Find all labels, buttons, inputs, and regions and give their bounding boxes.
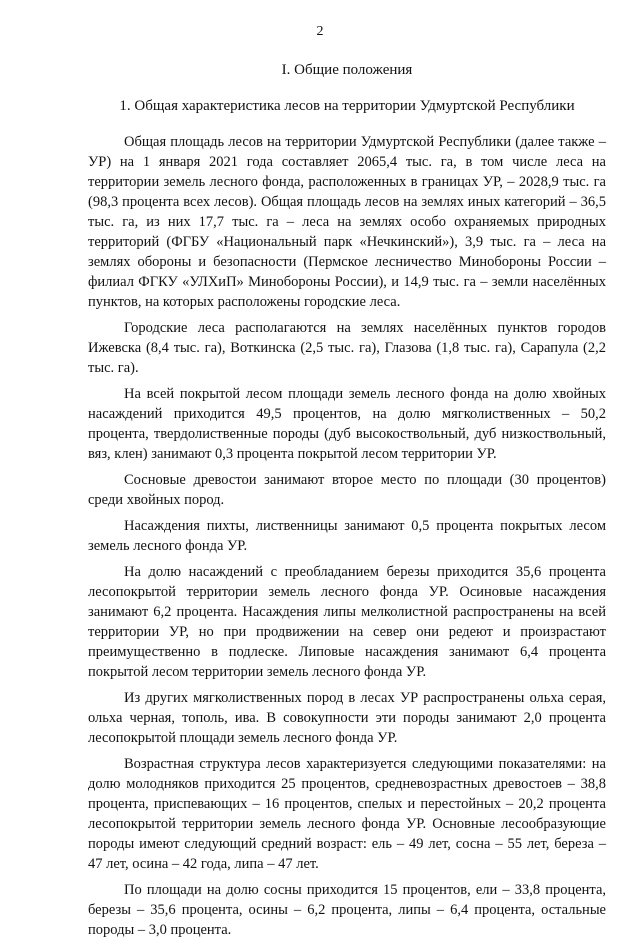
paragraph: Возрастная структура лесов характеризуется следующими показателями: на долю молодняков приходится 25 процентов, средневозрастных древостоев – 38,8 процента, приспевающих – 16 процентов, спелых и перестойных – 20,2 процента лесопокрытой территории земель лесного фонда УР. Основные лесообразующие породы имеют следующий средний возраст: ель – 49 лет, сосна – 55 лет, береза – 47 лет, осина – 42 года, липа – 47 лет. [88,756,606,872]
page-number: 2 [316,24,324,39]
paragraph: Городские леса располагаются на землях населённых пунктов городов Ижевска (8,4 тыс. га), Воткинска (2,5 тыс. га), Глазова (1,8 тыс. га), Сарапула (2,2 тыс. га). [88,320,606,376]
paragraph: Общая площадь лесов на территории Удмуртской Республики (далее также – УР) на 1 января 2021 года составляет 2065,4 тыс. га, в том числе леса на территории земель лесного фонда, расположенных в границах УР, – 2028,9 тыс. га (98,3 процента всех лесов). Общая площадь лесов на землях иных категорий – 36,5 тыс. га, из них 17,7 тыс. га – леса на землях особо охраняемых природных территорий (ФГБУ «Национальный парк «Нечкинский»), 3,9 тыс. га – леса на землях обороны и безопасности (Пермское лесничество Минобороны России – филиал ФГКУ «УЛХиП» Минобороны России), и 14,9 тыс. га – земли населённых пунктов, на которых расположены городские леса. [88,134,606,310]
paragraph: Из других мягколиственных пород в лесах УР распространены ольха серая, ольха черная, тополь, ива. В совокупности эти породы занимают 2,0 процента лесопокрытой площади земель лесного фонда УР. [88,690,606,746]
subsection-title: 1. Общая характеристика лесов на территории Удмуртской Республики [119,98,575,114]
paragraph: По площади на долю сосны приходится 15 процентов, ели – 33,8 процента, березы – 35,6 процента, осины – 6,2 процента, липы – 6,4 процента, остальные породы – 3,0 процента. [88,882,606,938]
paragraph: На долю насаждений с преобладанием березы приходится 35,6 процента лесопокрытой территории земель лесного фонда УР. Осиновые насаждения занимают 6,2 процента. Насаждения липы мелколистной распространены на всей территории УР, но при продвижении на север они редеют и произрастают преимущественно в подлеске. Липовые насаждения занимают 6,4 процента покрытой лесом территории земель лесного фонда УР. [88,564,606,680]
paragraph: Насаждения пихты, лиственницы занимают 0,5 процента покрытых лесом земель лесного фонда УР. [88,518,606,554]
section-title: I. Общие положения [281,62,413,78]
paragraph: На всей покрытой лесом площади земель лесного фонда на долю хвойных насаждений приходится 49,5 процентов, на долю мягколиственных – 50,2 процента, твердолиственные породы (дуб высокоствольный, дуб низкоствольный, вяз, клен) занимают 0,3 процента покрытой лесом территории УР. [88,386,606,462]
paragraph: Сосновые древостои занимают второе место по площади (30 процентов) среди хвойных пород. [88,472,606,508]
